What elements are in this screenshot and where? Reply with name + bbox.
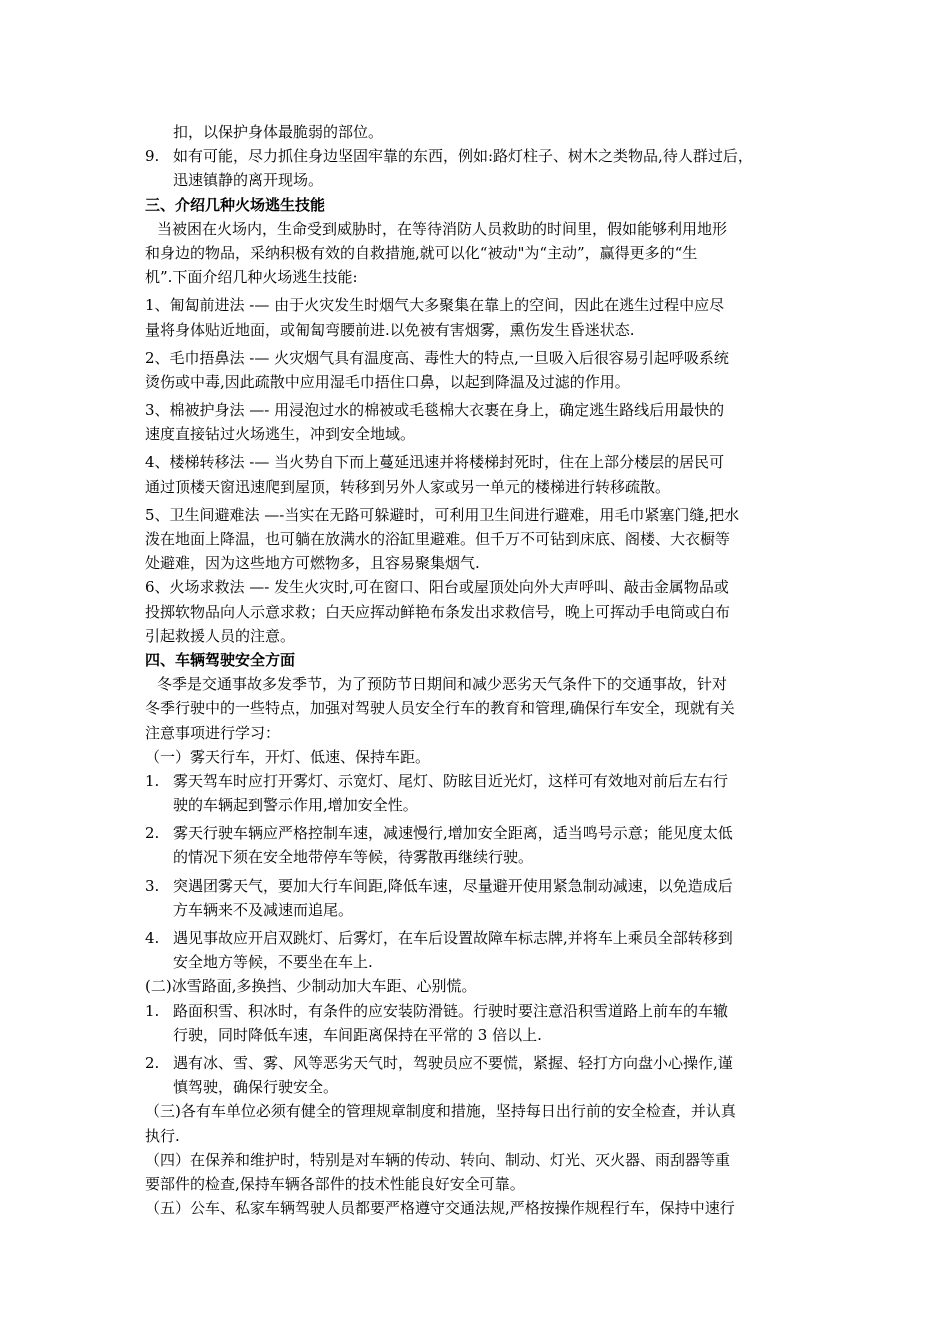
text-line: 驶的车辆起到警示作用,增加安全性。 [173,796,418,815]
list-number: 2. [145,1053,160,1072]
paragraph-line: 冬季是交通事故多发季节，为了预防节日期间和减少恶劣天气条件下的交通事故，针对 [157,675,728,694]
paragraph-line: 量将身体贴近地面，或匍匐弯腰前进.以免被有害烟雾，熏伤发生昏迷状态. [145,320,635,339]
section-heading-4: 四、车辆驾驶安全方面 [145,650,296,669]
sub-heading-3: （三)各有车单位必须有健全的管理规章制度和措施，坚持每日出行前的安全检查，并认真 [145,1102,736,1121]
skill-item-1: 1、匍匐前进法 -— 由于火灾发生时烟气大多聚集在靠上的空间，因此在逃生过程中应尽 [145,296,725,315]
list-number: 3. [145,876,160,895]
list-item-1 [145,769,813,793]
list-number: 9. [145,147,160,166]
paragraph-line: 通过顶楼天窗迅速爬到屋顶，转移到另外人家或另一单元的楼梯进行转移疏散。 [145,477,671,496]
list-item-2 [145,1051,813,1075]
paragraph-line: 引起救援人员的注意。 [145,626,296,645]
text-line: 雾天行驶车辆应严格控制车速，减速慢行,增加安全距离，适当鸣号示意；能见度太低 [173,824,733,843]
paragraph-line: 速度直接钻过火场逃生，冲到安全地域。 [145,425,416,444]
paragraph-line: 执行. [145,1126,180,1145]
paragraph-line: 要部件的检查,保持车辆各部件的技术性能良好安全可靠。 [145,1174,525,1193]
text-line: 慎驾驶，确保行驶安全。 [173,1078,339,1097]
list-item-2 [145,821,813,845]
text-line: 行驶，同时降低车速，车间距离保持在平常的 3 倍以上. [173,1025,542,1044]
list-item-1 [145,999,813,1023]
sub-heading-5: （五）公车、私家车辆驾驶人员都要严格遵守交通法规,严格按操作规程行车，保持中速行 [145,1199,735,1218]
paragraph-line: 注意事项进行学习： [145,723,281,742]
paragraph-line: 和身边的物品，采纳积极有效的自救措施,就可以化“被动"为“主动”，赢得更多的“生 [145,243,698,262]
text-line: 路面积雪、积冰时，有条件的应安装防滑链。行驶时要注意沿积雪道路上前车的车辙 [173,1001,729,1020]
document-body [145,120,813,1220]
paragraph-line: 机”.下面介绍几种火场逃生技能: [145,268,358,287]
paragraph-line: 当被困在火场内，生命受到威胁时，在等待消防人员救助的时间里，假如能够利用地形 [157,219,728,238]
list-number: 2. [145,824,160,843]
text-line: 安全地方等候，不要坐在车上. [173,953,373,972]
skill-item-4: 4、楼梯转移法 -— 当火势自下而上蔓延迅速并将楼梯封死时，住在上部分楼层的居民可 [145,453,725,472]
text-line: 雾天驾车时应打开雾灯、示宽灯、尾灯、防眩目近光灯，这样可有效地对前后左右行 [173,771,729,790]
paragraph-line: 投掷软物品向人示意求救；白天应挥动鲜艳布条发出求救信号，晚上可挥动手电筒或白布 [145,602,731,621]
text-line: 突遇团雾天气，要加大行车间距,降低车速，尽量避开使用紧急制动减速，以免造成后 [173,876,733,895]
text-line: 遇有冰、雪、雾、风等恶劣天气时，驾驶员应不要慌，紧握、轻打方向盘小心操作,谨 [173,1053,733,1072]
paragraph-line: 烫伤或中毒,因此疏散中应用湿毛巾捂住口鼻，以起到降温及过滤的作用。 [145,372,630,391]
section-heading-3: 三、介绍几种火场逃生技能 [145,195,326,214]
text-line: 迅速镇静的离开现场。 [173,171,324,190]
sub-heading-4: （四）在保养和维护时，特别是对车辆的传动、转向、制动、灯光、灭火器、雨刮器等重 [145,1150,731,1169]
list-number: 1. [145,1001,160,1020]
skill-item-3: 3、棉被护身法 —- 用浸泡过水的棉被或毛毯棉大衣裹在身上，确定逃生路线后用最快的 [145,401,725,420]
sub-heading-2: (二)冰雪路面,多换挡、少制动加大车距、心别慌。 [145,977,477,996]
list-item-4 [145,926,813,950]
text-line: 方车辆来不及减速而追尾。 [173,900,354,919]
list-item-9 [145,144,813,168]
text-line: 如有可能，尽力抓住身边坚固牢靠的东西，例如:路灯柱子、树木之类物品,待人群过后， [173,147,753,166]
sub-heading-1: （一）雾天行车，开灯、低速、保持车距。 [145,747,431,766]
list-item-3 [145,874,813,898]
text-line: 遇见事故应开启双跳灯、后雾灯，在车后设置故障车标志牌,并将车上乘员全部转移到 [173,929,733,947]
text-line: 扣，以保护身体最脆弱的部位。 [173,123,384,141]
list-number: 4. [145,929,160,947]
paragraph-line: 冬季行驶中的一些特点，加强对驾驶人员安全行车的教育和管理,确保行车安全，现就有关 [145,699,735,718]
list-number: 1. [145,771,160,790]
skill-item-5: 5、卫生间避难法 —-当实在无路可躲避时，可利用卫生间进行避难，用毛巾紧塞门缝,把水 [145,505,740,524]
skill-item-6: 6、火场求救法 —- 发生火灾时,可在窗口、阳台或屋顶处向外大声呼叫、敲击金属物品或 [145,578,729,597]
paragraph-line: 处避难，因为这些地方可燃物多，且容易聚集烟气. [145,554,480,573]
paragraph-line: 泼在地面上降温，也可躺在放满水的浴缸里避难。但千万不可钻到床底、阁楼、大衣橱等 [145,530,731,548]
skill-item-2: 2、毛巾捂鼻法 -— 火灾烟气具有温度高、毒性大的特点,一旦吸入后很容易引起呼吸系统 [145,348,729,367]
text-line: 的情况下须在安全地带停车等候，待雾散再继续行驶。 [173,848,534,867]
